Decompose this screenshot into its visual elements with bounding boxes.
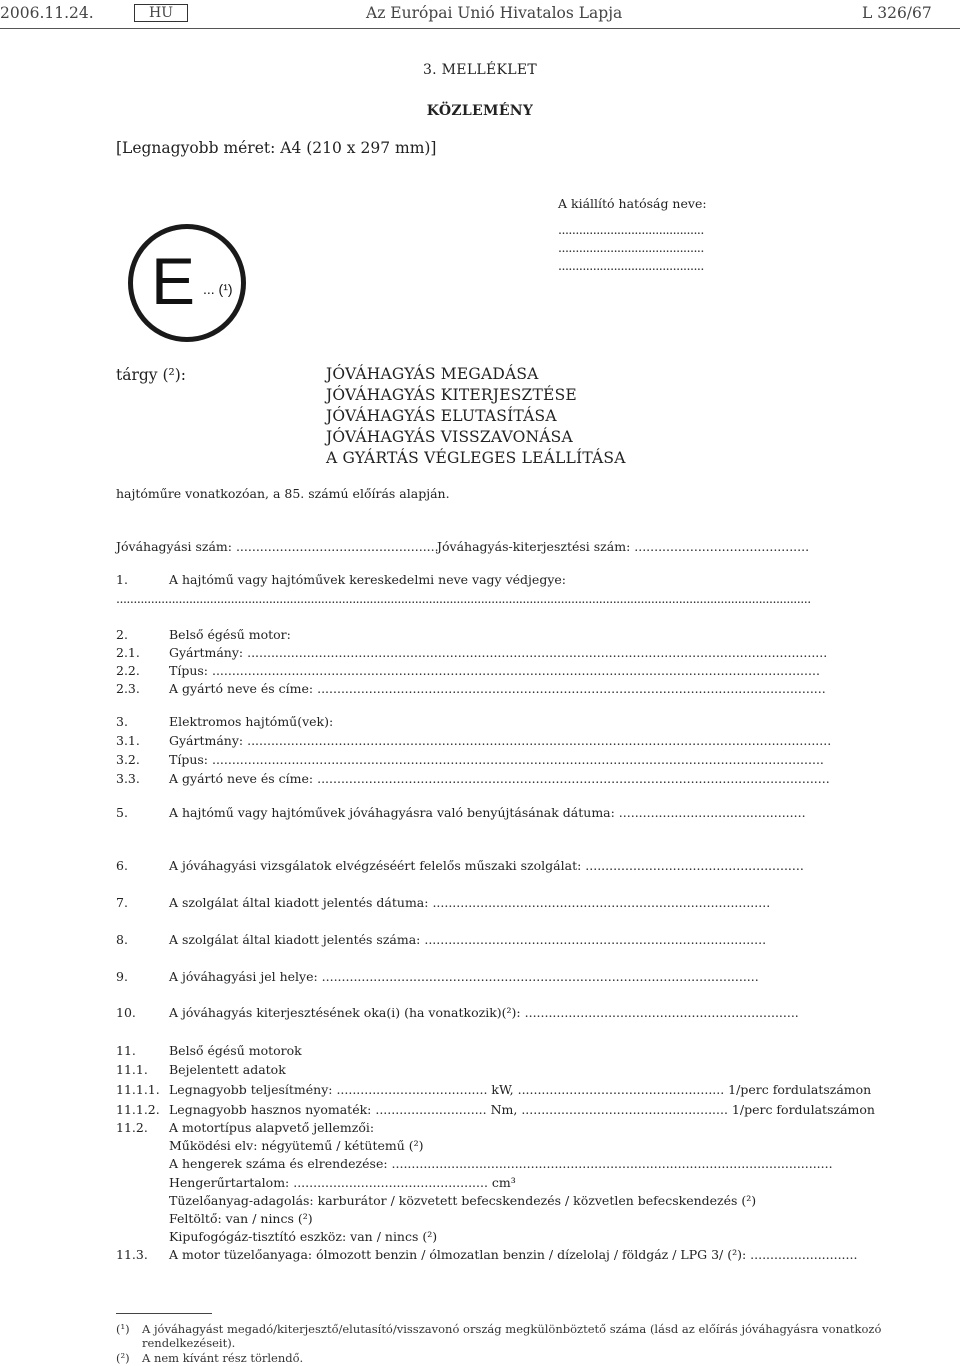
header-page-ref: L 326/67 <box>862 4 932 22</box>
header-lang-box <box>134 3 188 22</box>
extension-number: Jóváhagyás-kiterjesztési szám: ............................................ <box>437 539 810 554</box>
header-journal: Az Európai Unió Hivatalos Lapja <box>366 4 623 22</box>
subject-option-2: JÓVÁHAGYÁS KITERJESZTÉSE <box>326 386 577 404</box>
max-size-note: [Legnagyobb méret: A4 (210 x 297 mm)] <box>116 139 437 157</box>
annex-title: 3. MELLÉKLET <box>422 62 538 78</box>
footnote-1-cont: rendelkezéseit). <box>142 1336 236 1350</box>
subject-option-4: JÓVÁHAGYÁS VISSZAVONÁSA <box>326 428 573 446</box>
header-date: 2006.11.24. <box>0 4 94 22</box>
header-lang-code: HU <box>134 4 188 22</box>
authority-line-3: .......................................... <box>558 258 704 273</box>
approval-number: Jóváhagyási szám: ................................................... <box>116 539 439 554</box>
approval-mark-letter: E <box>151 244 196 318</box>
footnote-rule <box>116 1313 212 1314</box>
footnote-2-mark: (²) <box>116 1351 130 1365</box>
notice-title: KÖZLEMÉNY <box>426 103 534 119</box>
subject-option-5: A GYÁRTÁS VÉGLEGES LEÁLLÍTÁSA <box>326 449 626 467</box>
footnote-2-text: A nem kívánt rész törlendő. <box>142 1351 304 1365</box>
subject-option-3: JÓVÁHAGYÁS ELUTASÍTÁSA <box>326 407 557 425</box>
regarding-text: hajtóműre vonatkozóan, a 85. számú előírás alapján. <box>116 486 450 501</box>
authority-label: A kiállító hatóság neve: <box>558 196 707 211</box>
footnote-1-mark: (¹) <box>116 1322 130 1336</box>
approval-mark-circle <box>128 224 246 342</box>
header-rule <box>0 28 960 29</box>
subject-option-1: JÓVÁHAGYÁS MEGADÁSA <box>326 365 539 383</box>
approval-mark-suffix: ... (¹) <box>203 281 233 297</box>
authority-line-2: .......................................... <box>558 240 704 255</box>
footnote-1-text: A jóváhagyást megadó/kiterjesztő/elutasító/visszavonó ország megkülönböztető száma (lásd az előírás jóváhagyásra vonatkozó <box>142 1322 882 1336</box>
authority-line-1: .......................................... <box>558 222 704 237</box>
subject-label: tárgy (²): <box>116 366 187 384</box>
